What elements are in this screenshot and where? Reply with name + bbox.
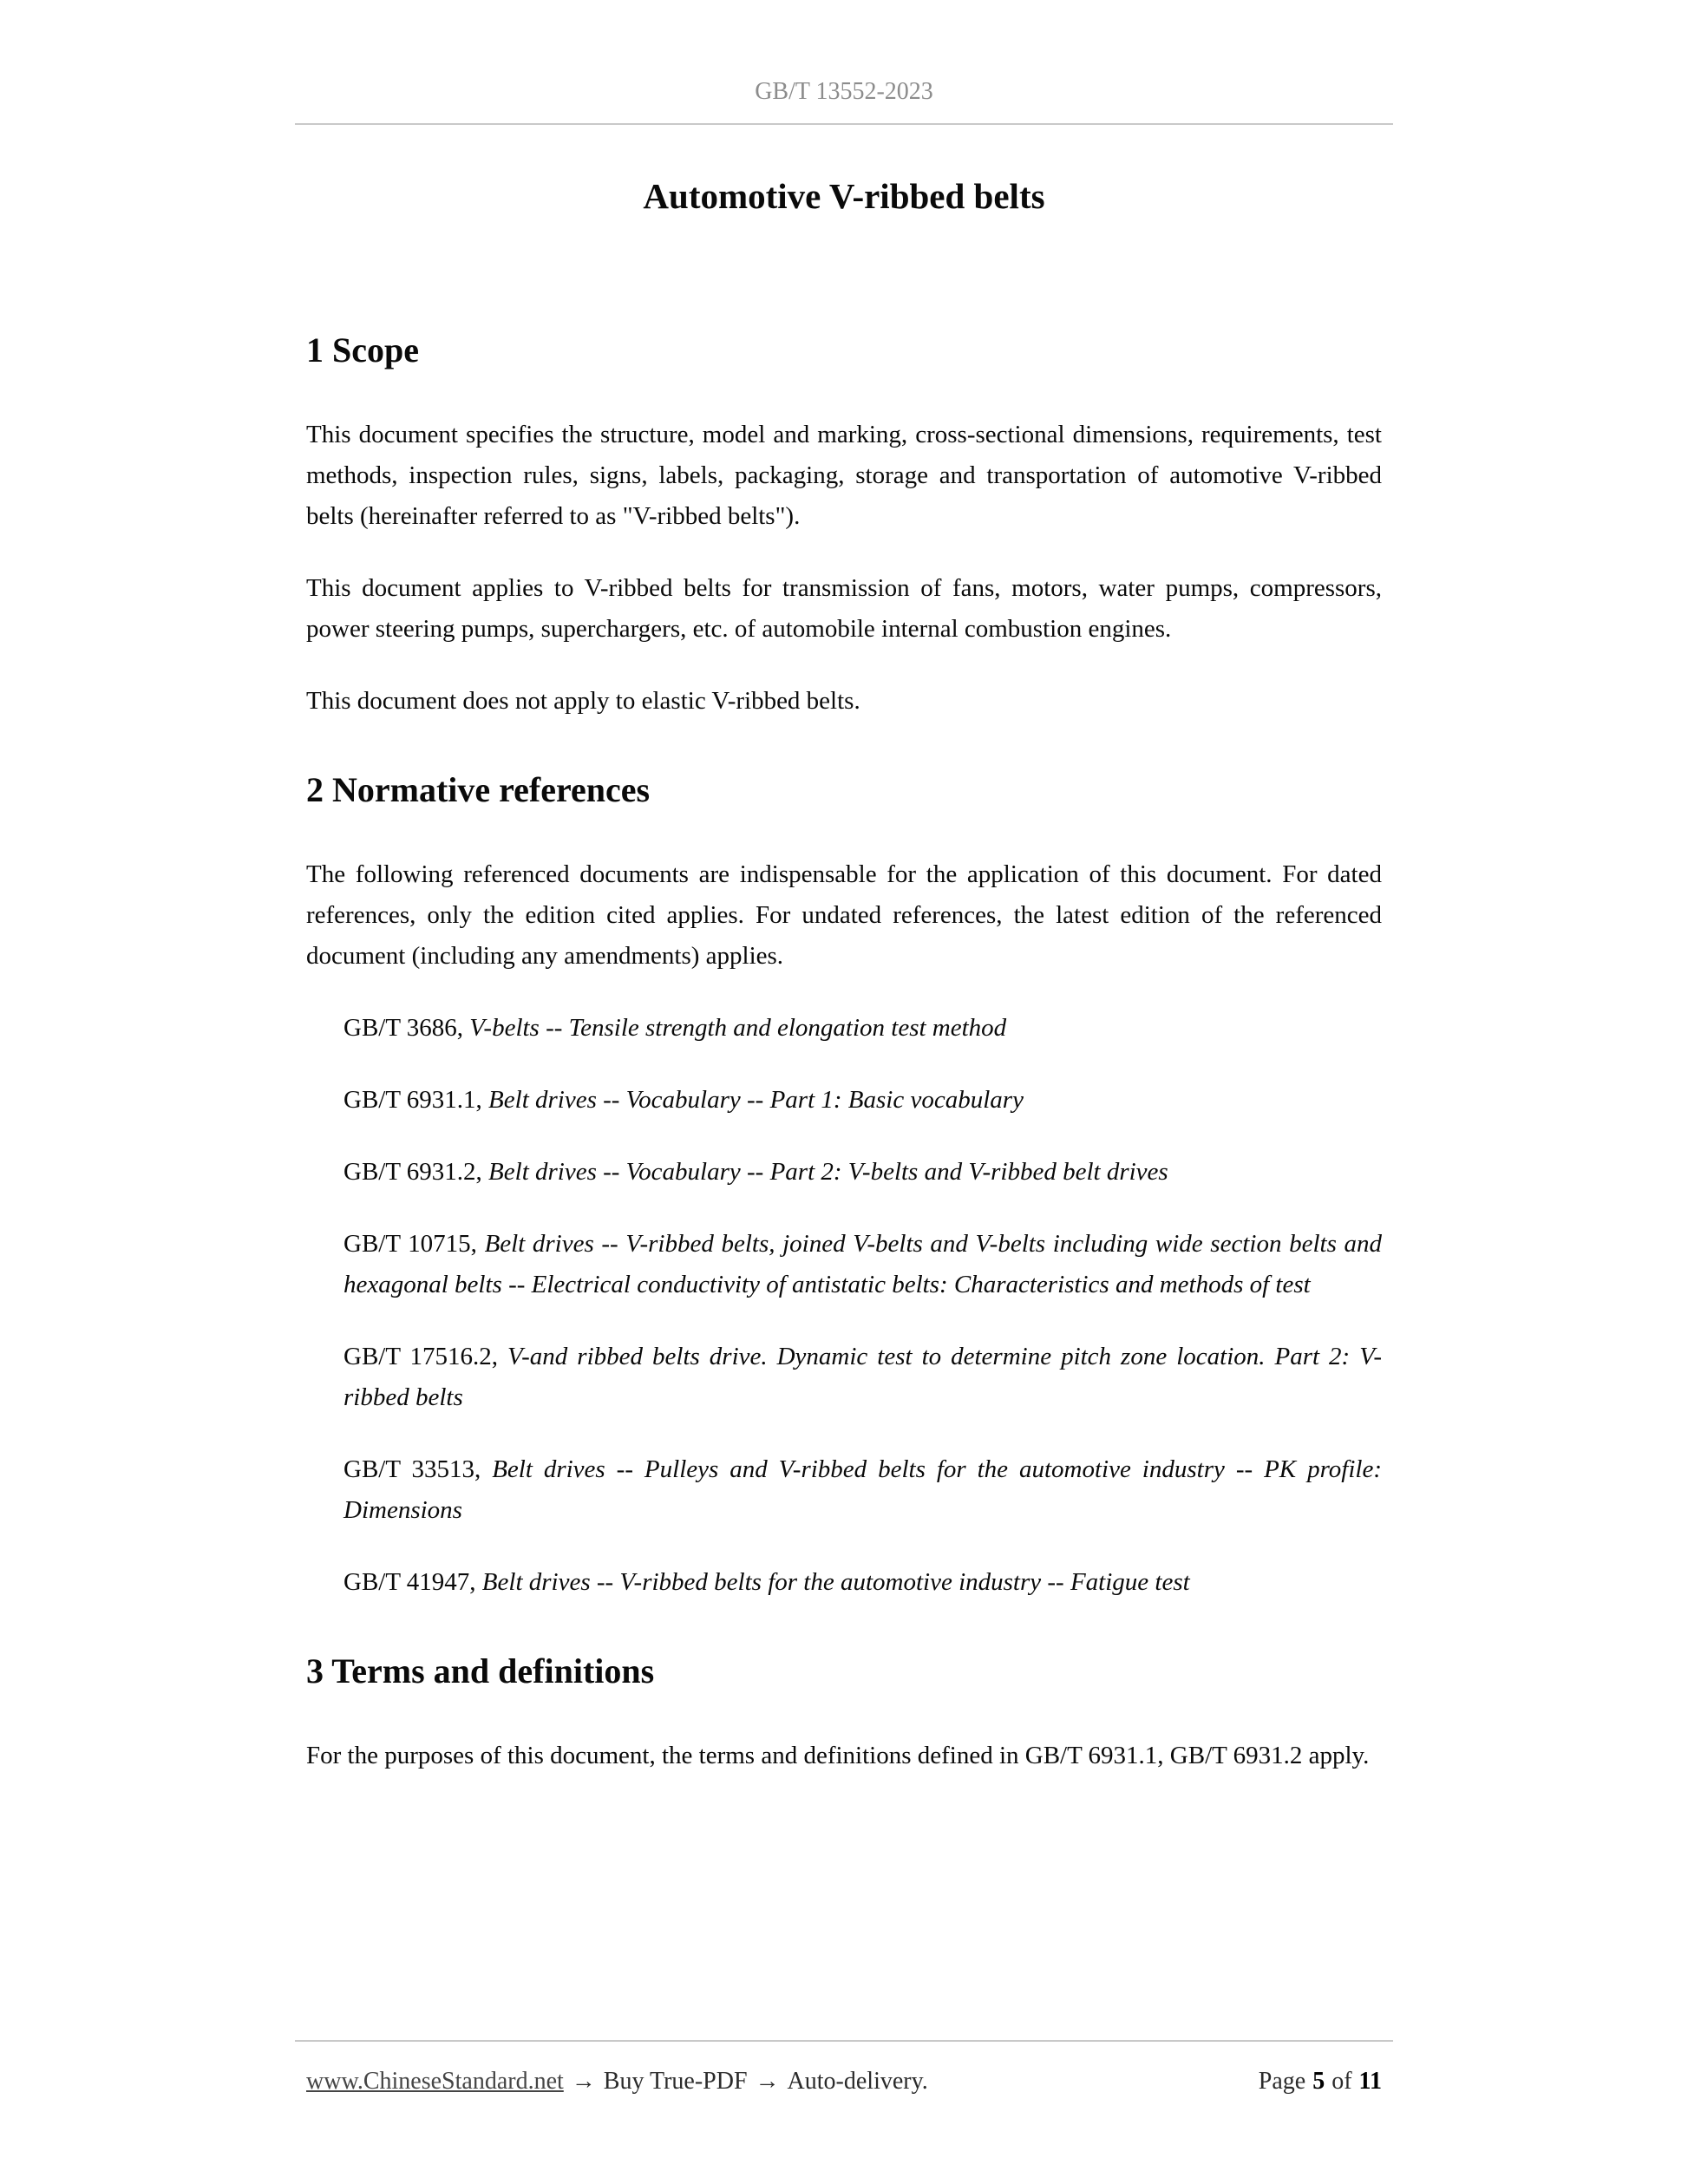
footer-row — [306, 2042, 1382, 2099]
footer-page-word: Page — [1258, 2068, 1306, 2095]
reference-code: GB/T 6931.2, — [343, 1158, 482, 1186]
reference-code: GB/T 6931.1, — [343, 1086, 482, 1114]
footer-buy-text: Buy True-PDF — [603, 2068, 748, 2095]
document-title: Automotive V-ribbed belts — [643, 176, 1045, 216]
footer-site-link[interactable]: www.ChineseStandard.net — [306, 2068, 564, 2095]
footer-delivery-text: Auto-delivery. — [787, 2068, 928, 2095]
reference-title: Belt drives -- Vocabulary -- Part 2: V-belts and V-ribbed belt drives — [488, 1158, 1168, 1186]
section-normative-heading: 2 Normative references — [306, 770, 651, 809]
footer-left — [306, 2064, 936, 2099]
reference-code: GB/T 33513, — [343, 1455, 481, 1483]
page-footer — [306, 2040, 1382, 2099]
header-doc-number: GB/T 13552-2023 — [755, 78, 933, 105]
reference-item — [343, 1152, 1382, 1193]
reference-title: Belt drives -- V-ribbed belts, joined V-belts and V-belts including wide section belts and hexagonal belts -- Electrical conductivity of antistatic belts: Characteristics and methods of test — [343, 1230, 1382, 1298]
footer-page-number: 5 — [1312, 2068, 1325, 2095]
header-rule — [295, 123, 1393, 125]
reference-item — [343, 1562, 1382, 1603]
reference-title: Belt drives -- V-ribbed belts for the automotive industry -- Fatigue test — [481, 1568, 1190, 1596]
reference-code: GB/T 17516.2, — [343, 1343, 499, 1370]
arrow-right-icon: → — [755, 2068, 780, 2095]
scope-paragraph: This document specifies the structure, model and marking, cross-sectional dimensions, requirements, test methods, inspection rules, signs, labels, packaging, storage and transportation of automotive V-ribbed belts (hereinafter referred to as "V-ribbed belts"). — [306, 421, 1382, 530]
reference-item — [343, 1449, 1382, 1531]
footer-total-pages: 11 — [1358, 2068, 1382, 2095]
footer-of-word: of — [1331, 2068, 1352, 2095]
reference-title: V-and ribbed belts drive. Dynamic test to determine pitch zone location. Part 2: V-ribbed belts — [343, 1343, 1382, 1411]
reference-item — [343, 1337, 1382, 1418]
arrow-right-icon: → — [571, 2068, 596, 2095]
reference-title: Belt drives -- Pulleys and V-ribbed belts for the automotive industry -- PK profile: Dimensions — [343, 1455, 1382, 1524]
footer-page-indicator — [1252, 2064, 1382, 2099]
reference-code: GB/T 3686, — [343, 1014, 464, 1042]
scope-paragraph: This document does not apply to elastic V-ribbed belts. — [306, 687, 860, 715]
reference-code: GB/T 10715, — [343, 1230, 477, 1258]
reference-title: V-belts -- Tensile strength and elongation test method — [469, 1014, 1007, 1042]
reference-item — [343, 1008, 1382, 1049]
normative-intro-paragraph: The following referenced documents are indispensable for the application of this document. For dated references, only the edition cited applies. For undated references, the latest edition of the referenced document (including any amendments) applies. — [306, 860, 1382, 970]
section-terms-heading: 3 Terms and definitions — [306, 1651, 655, 1690]
scope-paragraph: This document applies to V-ribbed belts for transmission of fans, motors, water pumps, compressors, power steering pumps, superchargers, etc. of automobile internal combustion engines. — [306, 574, 1382, 643]
section-scope-heading: 1 Scope — [306, 330, 419, 369]
terms-paragraph: For the purposes of this document, the terms and definitions defined in GB/T 6931.1, GB/T 6931.2 apply. — [306, 1742, 1370, 1769]
reference-title: Belt drives -- Vocabulary -- Part 1: Basic vocabulary — [488, 1086, 1024, 1114]
reference-item — [343, 1080, 1382, 1121]
reference-item — [343, 1224, 1382, 1305]
reference-code: GB/T 41947, — [343, 1568, 476, 1596]
